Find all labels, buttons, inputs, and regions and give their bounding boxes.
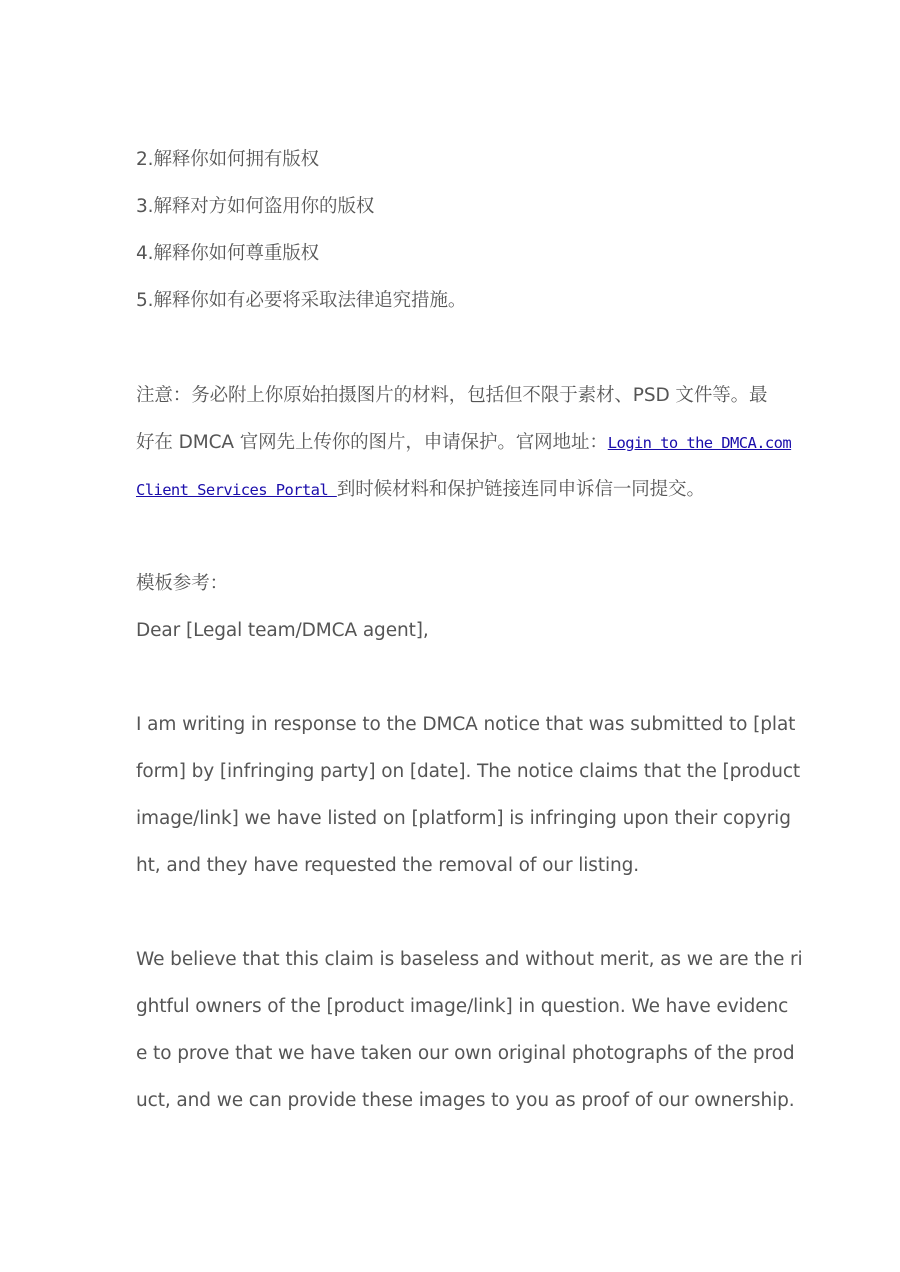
note-text: 到时候材料和保护链接连同申诉信一同提交。	[336, 479, 705, 500]
note-text: 好在 DMCA 官网先上传你的图片，申请保护。官网地址：	[136, 432, 608, 453]
paragraph-1-line: I am writing in response to the DMCA notice that was submitted to [plat	[136, 714, 796, 735]
step-item: 5.解释你如有必要将采取法律追究措施。	[136, 290, 467, 311]
step-item: 3.解释对方如何盗用你的版权	[136, 196, 375, 217]
step-item: 2.解释你如何拥有版权	[136, 149, 320, 170]
note-line-3	[136, 478, 776, 502]
paragraph-2-line: ghtful owners of the [product image/link] in question. We have evidenc	[136, 996, 789, 1017]
note-line-1: 注意：务必附上你原始拍摄图片的材料，包括但不限于素材、PSD 文件等。最	[136, 385, 768, 406]
dmca-portal-link-continued[interactable]: Client Services Portal	[136, 481, 337, 499]
paragraph-2-line: We believe that this claim is baseless and without merit, as we are the ri	[136, 949, 803, 970]
template-heading: 模板参考：	[136, 573, 229, 594]
paragraph-1-line: form] by [infringing party] on [date]. The notice claims that the [product	[136, 761, 801, 782]
step-item: 4.解释你如何尊重版权	[136, 243, 320, 264]
paragraph-1-line: ht, and they have requested the removal of our listing.	[136, 855, 640, 876]
paragraph-1-line: image/link] we have listed on [platform] is infringing upon their copyrig	[136, 808, 791, 829]
dmca-portal-link[interactable]: Login to the DMCA.com	[607, 434, 792, 452]
note-line-2	[136, 431, 792, 455]
paragraph-2-line: e to prove that we have taken our own original photographs of the prod	[136, 1043, 795, 1064]
salutation: Dear [Legal team/DMCA agent],	[136, 620, 429, 641]
paragraph-2-line: uct, and we can provide these images to you as proof of our ownership.	[136, 1090, 795, 1111]
